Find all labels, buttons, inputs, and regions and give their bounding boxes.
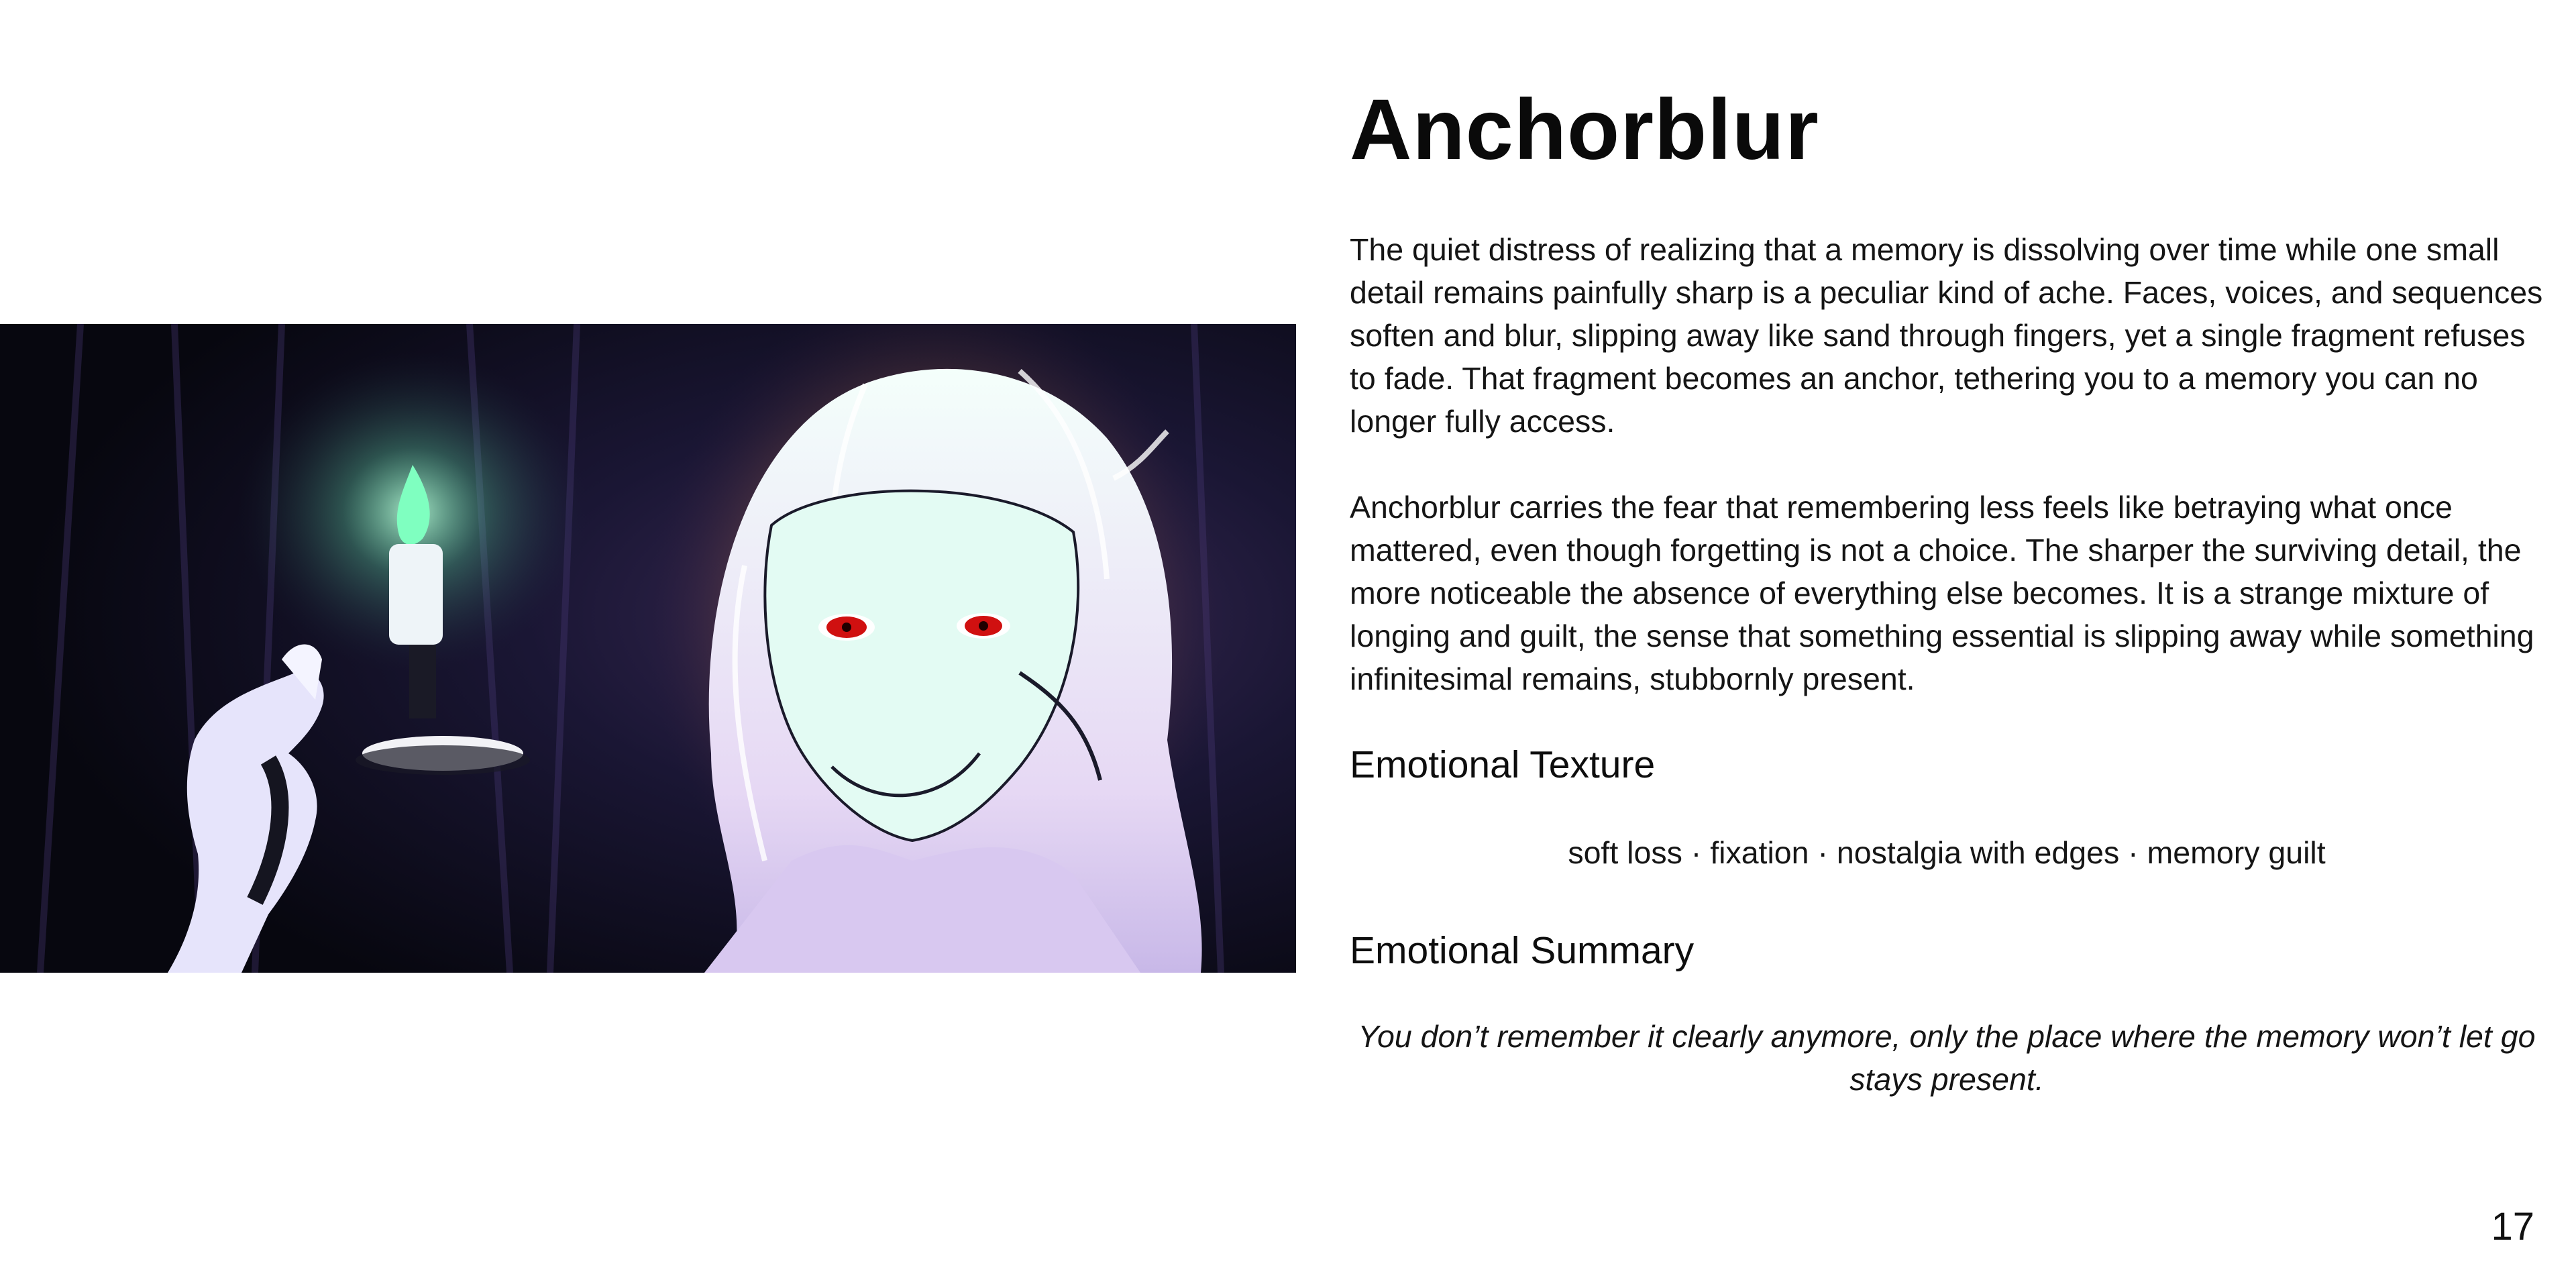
candle-body <box>389 544 443 645</box>
second-paragraph: Anchorblur carries the fear that remembering less feels like betraying what once mattered, even though forgetting is not a choice. The sharper the surviving detail, the more noticeable the absence of everything else becomes. It is a strange mixture of longing and guilt, the sense that something essential is slipping away while something infinitesimal remains, stubbornly present. <box>1350 490 2534 697</box>
page-title: Anchorblur <box>1350 82 1819 178</box>
candle-stem <box>409 645 436 718</box>
page-number: 17 <box>2491 1205 2534 1248</box>
emotional-summary-quote: You don’t remember it clearly anymore, only the place where the memory won’t let go stays present. <box>1358 1018 2536 1097</box>
intro-paragraph: The quiet distress of realizing that a memory is dissolving over time while one small detail remains painfully sharp is a peculiar kind of ache. Faces, voices, and sequences soften and blur, slipping away like sand through fingers, yet a single fragment refuses to fade. That fragment becomes an anchor, tethering you to a memory you can no longer fully access. <box>1350 232 2543 439</box>
illustration-artwork <box>0 324 1296 973</box>
text-column <box>1350 80 2544 1101</box>
emotional-texture-heading: Emotional Texture <box>1350 743 1656 787</box>
illustration-figure-with-candle <box>0 324 1296 973</box>
emotional-texture-text: soft loss · fixation · nostalgia with edges · memory guilt <box>1568 835 2326 870</box>
emotional-summary-heading: Emotional Summary <box>1350 928 1695 972</box>
